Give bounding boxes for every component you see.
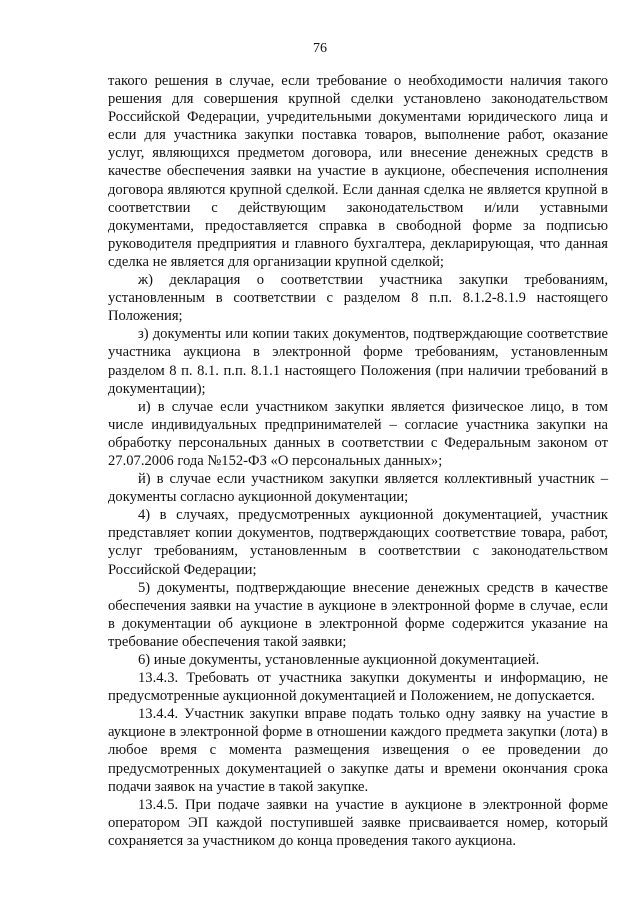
paragraph-5: 5) документы, подтверждающие внесение денежных средств в качестве обеспечения заявки на участие в аукционе в электронной форме в случае, если в документации об аукционе в электронной форме содержится указание на требование обеспечения такой заявки;: [108, 579, 608, 650]
paragraph-z: з) документы или копии таких документов, подтверждающие соответствие участника аукциона в электронной форме требованиям, установленным разделом 8 п. 8.1. п.п. 8.1.1 настоящего Положения (при наличии требований в документации);: [108, 326, 608, 397]
paragraph-i-kratkoe: й) в случае если участником закупки является коллективный участник – документы согласно аукционной документации;: [108, 471, 608, 506]
paragraph-i: и) в случае если участником закупки является физическое лицо, в том числе индивидуальных предпринимателей – согласие участника закупки на обработку персональных данных в соответствии с Федеральным законом от 27.07.2006 года №152-ФЗ «О персональных данных»;: [108, 398, 608, 469]
paragraph-13-4-3: 13.4.3. Требовать от участника закупки документы и информацию, не предусмотренные аукционной документацией и Положением, не допускается.: [108, 670, 608, 705]
paragraph-13-4-5: 13.4.5. При подаче заявки на участие в аукционе в электронной форме оператором ЭП каждой поступившей заявке присваивается номер, который сохраняется за участником до конца проведения такого аукциона.: [108, 796, 608, 849]
paragraph-6: 6) иные документы, установленные аукционной документацией.: [138, 652, 540, 668]
paragraph-4: 4) в случаях, предусмотренных аукционной документацией, участник представляет копии документов, подтверждающих соответствие товара, работ, услуг требованиям, установленным в соответствии с законодательством Российской Федерации;: [108, 507, 608, 578]
page-number: 76: [313, 41, 327, 56]
paragraph-zh: ж) декларация о соответствии участника закупки требованиям, установленным в соответствии с разделом 8 п.п. 8.1.2-8.1.9 настоящего Положения;: [108, 272, 608, 325]
document-body: [108, 72, 608, 850]
paragraph-13-4-4: 13.4.4. Участник закупки вправе подать только одну заявку на участие в аукционе в электронной форме в отношении каждого предмета закупки (лота) в любое время с момента размещения извещения о ее проведении до предусмотренных документацией о закупке даты и времени окончания срока подачи заявок на участие в такой закупке.: [108, 706, 608, 795]
paragraph-continuation: такого решения в случае, если требование о необходимости наличия такого решения для совершения крупной сделки установлено законодательством Российской Федерации, учредительными документами юридического лица и если для участника закупки поставка товаров, выполнение работ, оказание услуг, являющихся предметом договора, или внесение денежных средств в качестве обеспечения заявки на участие в аукционе, обеспечения исполнения договора являются крупной сделкой. Если данная сделка не является крупной в соответствии с действующим законодательством и/или уставными документами, предоставляется справка в свободной форме за подписью руководителя предприятия и главного бухгалтера, декларирующая, что данная сделка не является для организации крупной сделкой;: [108, 73, 608, 270]
